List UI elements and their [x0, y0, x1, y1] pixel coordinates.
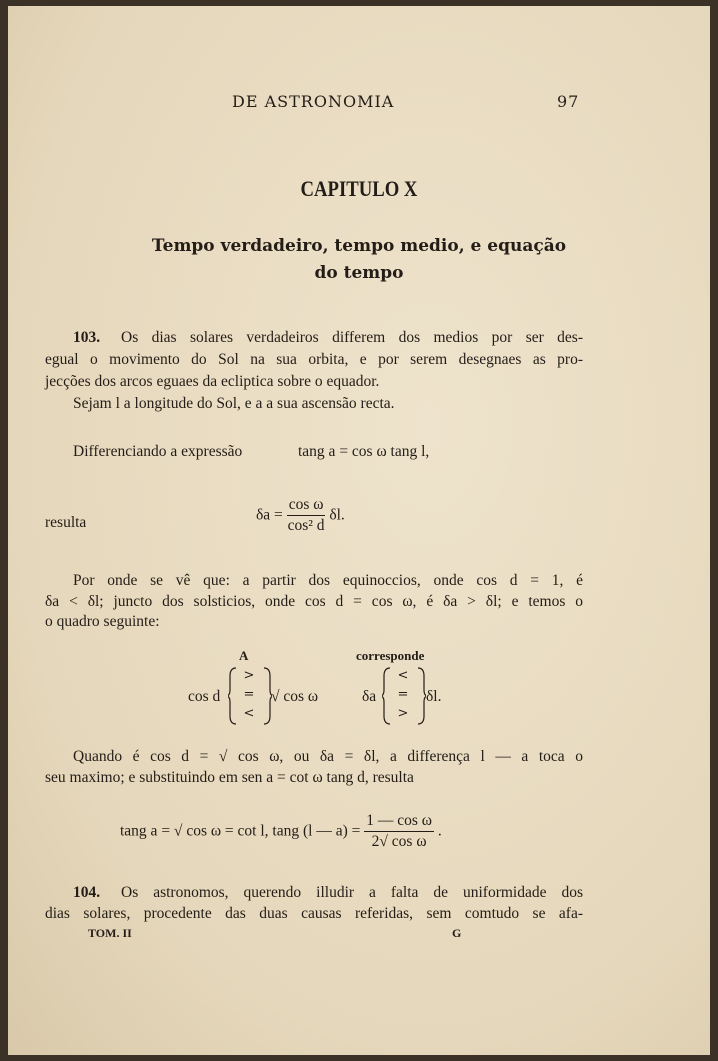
table-head-right: corresponde — [356, 648, 425, 663]
para103-line2: egual o movimento do Sol na sua orbita, e por serem desegnaes as pro- — [45, 351, 583, 368]
tang-denominator: 2√ cos ω — [371, 833, 427, 850]
table-right-braces — [382, 666, 426, 726]
table-head-left: A — [239, 648, 249, 663]
quando-line2: seu maximo; e substituindo em sen a = cot ω tang d, resulta — [45, 769, 414, 786]
tang-equation: tang a = √ cos ω = cot l, tang (l — a) = $\frac{\text{1 — cos ω}}{\text{2√ cos ω}}$ . — [120, 812, 442, 850]
quando-line1: Quando é cos d = √ cos ω, ou δa = δl, a differença l — a toca o — [73, 748, 583, 765]
result-fraction — [287, 496, 326, 535]
paragraph-number-103: 103. — [73, 329, 101, 346]
footer-signature: G — [452, 926, 462, 940]
tang-lhs: tang a = √ cos ω = cot l, tang (l — a) = — [120, 822, 361, 840]
diff-label: Differenciando a expressão — [73, 443, 243, 460]
result-numerator: cos ω — [287, 496, 326, 516]
para103-line1: Os dias solares verdadeiros differem dos medios por ser des- — [121, 329, 583, 346]
table-right-rhs: δl. — [426, 688, 442, 705]
diff-formula: tang a = cos ω tang l, — [298, 443, 430, 460]
section-title-line1: Tempo verdadeiro, tempo medio, e equação — [151, 236, 567, 256]
por-onde-line3: o quadro seguinte: — [45, 613, 160, 630]
table-right-lhs: δa — [362, 688, 377, 705]
chapter-heading: CAPITULO X — [300, 176, 418, 201]
tang-numerator: 1 — cos ω — [364, 812, 434, 832]
table-left-lhs: cos d — [188, 688, 221, 705]
book-page — [8, 6, 710, 1055]
result-label: resulta — [45, 514, 87, 531]
result-denominator: cos² d — [287, 517, 325, 534]
table-left-braces — [228, 666, 272, 726]
table-right-signs: < = > — [397, 668, 409, 721]
paragraph-number-104: 104. — [73, 884, 101, 901]
por-onde-line1: Por onde se vê que: a partir dos equinoccios, onde cos d = 1, é — [73, 572, 583, 589]
table-left-signs: > = < — [243, 668, 255, 721]
para104-line2: dias solares, procedente das duas causas referidas, sem comtudo se afa- — [45, 905, 583, 922]
tang-fraction — [364, 812, 434, 851]
por-onde-line2: δa < δl; juncto dos solsticios, onde cos d = cos ω, é δa > δl; e temos o — [45, 593, 583, 610]
page-number: 97 — [557, 92, 580, 111]
running-header: DE ASTRONOMIA — [232, 92, 395, 111]
para103-line3: jecções dos arcos eguaes da ecliptica sobre o equador. — [45, 373, 380, 390]
section-title-line2: do tempo — [314, 263, 404, 283]
footer-volume: TOM. II — [88, 926, 132, 940]
para103-line4: Sejam l a longitude do Sol, e a a sua ascensão recta. — [73, 395, 395, 412]
result-rhs: δl. — [329, 506, 345, 524]
table-left-rhs: √ cos ω — [271, 688, 319, 705]
para104-line1: Os astronomos, querendo illudir a falta de uniformidade dos — [121, 884, 583, 901]
result-lhs: δa = — [256, 506, 283, 524]
result-equation — [256, 496, 345, 535]
